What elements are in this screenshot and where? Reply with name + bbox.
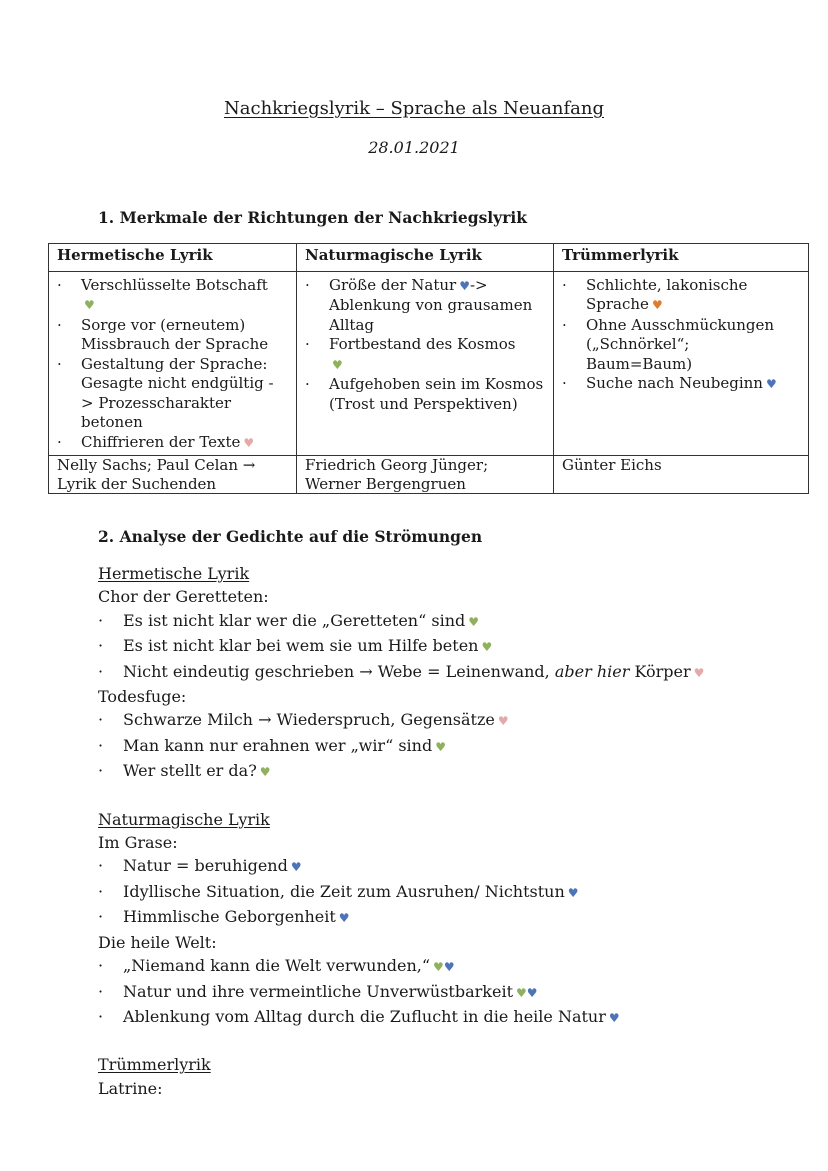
- heart-icon: ♥: [459, 278, 470, 293]
- item-text: Nicht eindeutig geschrieben → Webe = Leinenwand,: [123, 661, 550, 681]
- list-item: [98, 980, 798, 1005]
- list-item: [98, 634, 798, 659]
- heart-icon: ♥: [435, 739, 446, 754]
- heart-icon: ♥: [338, 911, 350, 926]
- list-item: [98, 954, 798, 979]
- table-cell: [554, 271, 809, 456]
- item-text: Idyllische Situation, die Zeit zum Ausruhen/ Nichtstun: [123, 881, 565, 901]
- item-text: Chiffrieren der Texte: [81, 432, 241, 451]
- item-text: Aufgehoben sein im Kosmos (Trost und Perspektiven): [329, 375, 544, 413]
- table-cell: Friedrich Georg Jünger; Werner Bergengruen: [297, 456, 554, 494]
- heart-icon: ♥: [481, 640, 493, 655]
- table-cell: Nelly Sachs; Paul Celan → Lyrik der Suchenden: [49, 456, 297, 494]
- analysis-list: [98, 609, 798, 685]
- table-cell: [297, 271, 554, 456]
- item-text: Größe der Natur: [329, 275, 457, 294]
- section-heading-2: 2. Analyse der Gedichte auf die Strömungen: [98, 527, 483, 546]
- item-text: Schlichte, lakonische Sprache: [586, 275, 748, 313]
- subheading-rubble: Trümmerlyrik: [98, 1055, 211, 1075]
- poem-title: Todesfuge:: [98, 687, 187, 707]
- heart-icon: ♥: [497, 714, 509, 729]
- item-text: Suche nach Neubeginn: [586, 374, 763, 392]
- poem-title: Im Grase:: [98, 833, 178, 853]
- column-header-nature-magic: Naturmagische Lyrik: [297, 244, 554, 272]
- analysis-list: [98, 954, 798, 1030]
- heart-icon: ♥: [290, 860, 302, 875]
- heart-icon: ♥: [608, 1010, 620, 1025]
- list-item: [98, 905, 798, 930]
- analysis-list: [98, 854, 798, 930]
- poem-title: Latrine:: [98, 1078, 163, 1098]
- analysis-list: [98, 708, 798, 784]
- poem-title: Chor der Geretteten:: [98, 587, 269, 607]
- list-item: [305, 335, 545, 375]
- poem-title: Die heile Welt:: [98, 932, 217, 952]
- item-text: Natur und ihre vermeintliche Unverwüstbarkeit: [123, 981, 513, 1001]
- column-header-hermetic: Hermetische Lyrik: [49, 244, 297, 272]
- heart-icon: ♥: [433, 960, 444, 975]
- analysis-section: [98, 562, 798, 1100]
- subheading-hermetic: Hermetische Lyrik: [98, 564, 250, 583]
- list-item: [57, 316, 288, 355]
- list-item: [562, 374, 800, 395]
- item-text: Schwarze Milch → Wiederspruch, Gegensätze: [123, 710, 495, 730]
- characteristics-table: [48, 243, 809, 494]
- list-item: [57, 276, 288, 316]
- item-text: Ohne Ausschmückungen („Schnörkel“; Baum=Baum): [586, 315, 775, 373]
- item-text: Es ist nicht klar wer die „Geretteten“ sind: [123, 610, 466, 630]
- item-text: Himmlische Geborgenheit: [123, 907, 336, 927]
- list-item: [562, 276, 800, 316]
- column-header-rubble: Trümmerlyrik: [554, 244, 809, 272]
- table-row: [49, 271, 809, 456]
- list-item: [98, 609, 798, 634]
- heart-icon: ♥: [84, 298, 95, 312]
- item-text: Verschlüsselte Botschaft: [81, 275, 268, 294]
- item-text: Körper: [634, 661, 691, 681]
- section-heading-1: 1. Merkmale der Richtungen der Nachkriegslyrik: [98, 208, 527, 227]
- table-header-row: [49, 244, 809, 272]
- heart-icon: ♥: [516, 985, 527, 1000]
- item-text: Gestaltung der Sprache: Gesagte nicht endgültig - > Prozesscharakter betonen: [81, 354, 274, 431]
- item-text: Sorge vor (erneutem) Missbrauch der Sprache: [81, 315, 269, 353]
- item-text: -> Ablenkung von grausamen Alltag: [329, 275, 533, 334]
- item-text-emphasis: aber hier: [554, 661, 630, 681]
- list-item: [98, 660, 798, 685]
- table-cell: Günter Eichs: [554, 456, 809, 494]
- list-item: [98, 880, 798, 905]
- heart-icon: ♥: [526, 985, 538, 1000]
- list-item: [305, 276, 545, 336]
- table-row: [49, 456, 809, 494]
- page-title: Nachkriegslyrik – Sprache als Neuanfang: [224, 98, 604, 119]
- item-text: Fortbestand des Kosmos: [329, 335, 516, 353]
- list-item: [57, 355, 288, 433]
- list-item: [98, 759, 798, 784]
- item-text: Es ist nicht klar bei wem sie um Hilfe beten: [123, 636, 479, 656]
- item-text: Natur = beruhigend: [123, 856, 288, 876]
- list-item: [57, 433, 288, 454]
- list-item: [305, 375, 545, 414]
- list-item: [562, 316, 800, 375]
- heart-icon: ♥: [332, 357, 343, 372]
- item-text: Ablenkung vom Alltag durch die Zuflucht in die heile Natur: [123, 1006, 606, 1026]
- heart-icon: ♥: [651, 298, 663, 312]
- list-item: [98, 708, 798, 733]
- list-item: [98, 734, 798, 759]
- item-text: Wer stellt er da?: [123, 761, 257, 781]
- item-text: „Niemand kann die Welt verwunden,“: [123, 956, 431, 976]
- heart-icon: ♥: [443, 960, 455, 975]
- item-text: Man kann nur erahnen wer „wir“ sind: [123, 735, 433, 755]
- list-item: [98, 1005, 798, 1030]
- heart-icon: ♥: [567, 885, 579, 900]
- table-cell: [49, 271, 297, 456]
- list-item: [98, 854, 798, 879]
- subheading-nature-magic: Naturmagische Lyrik: [98, 809, 270, 829]
- heart-icon: ♥: [243, 435, 255, 450]
- heart-icon: ♥: [259, 765, 271, 780]
- heart-icon: ♥: [693, 665, 705, 680]
- heart-icon: ♥: [765, 377, 777, 391]
- page-date: 28.01.2021: [368, 138, 460, 157]
- heart-icon: ♥: [468, 614, 480, 629]
